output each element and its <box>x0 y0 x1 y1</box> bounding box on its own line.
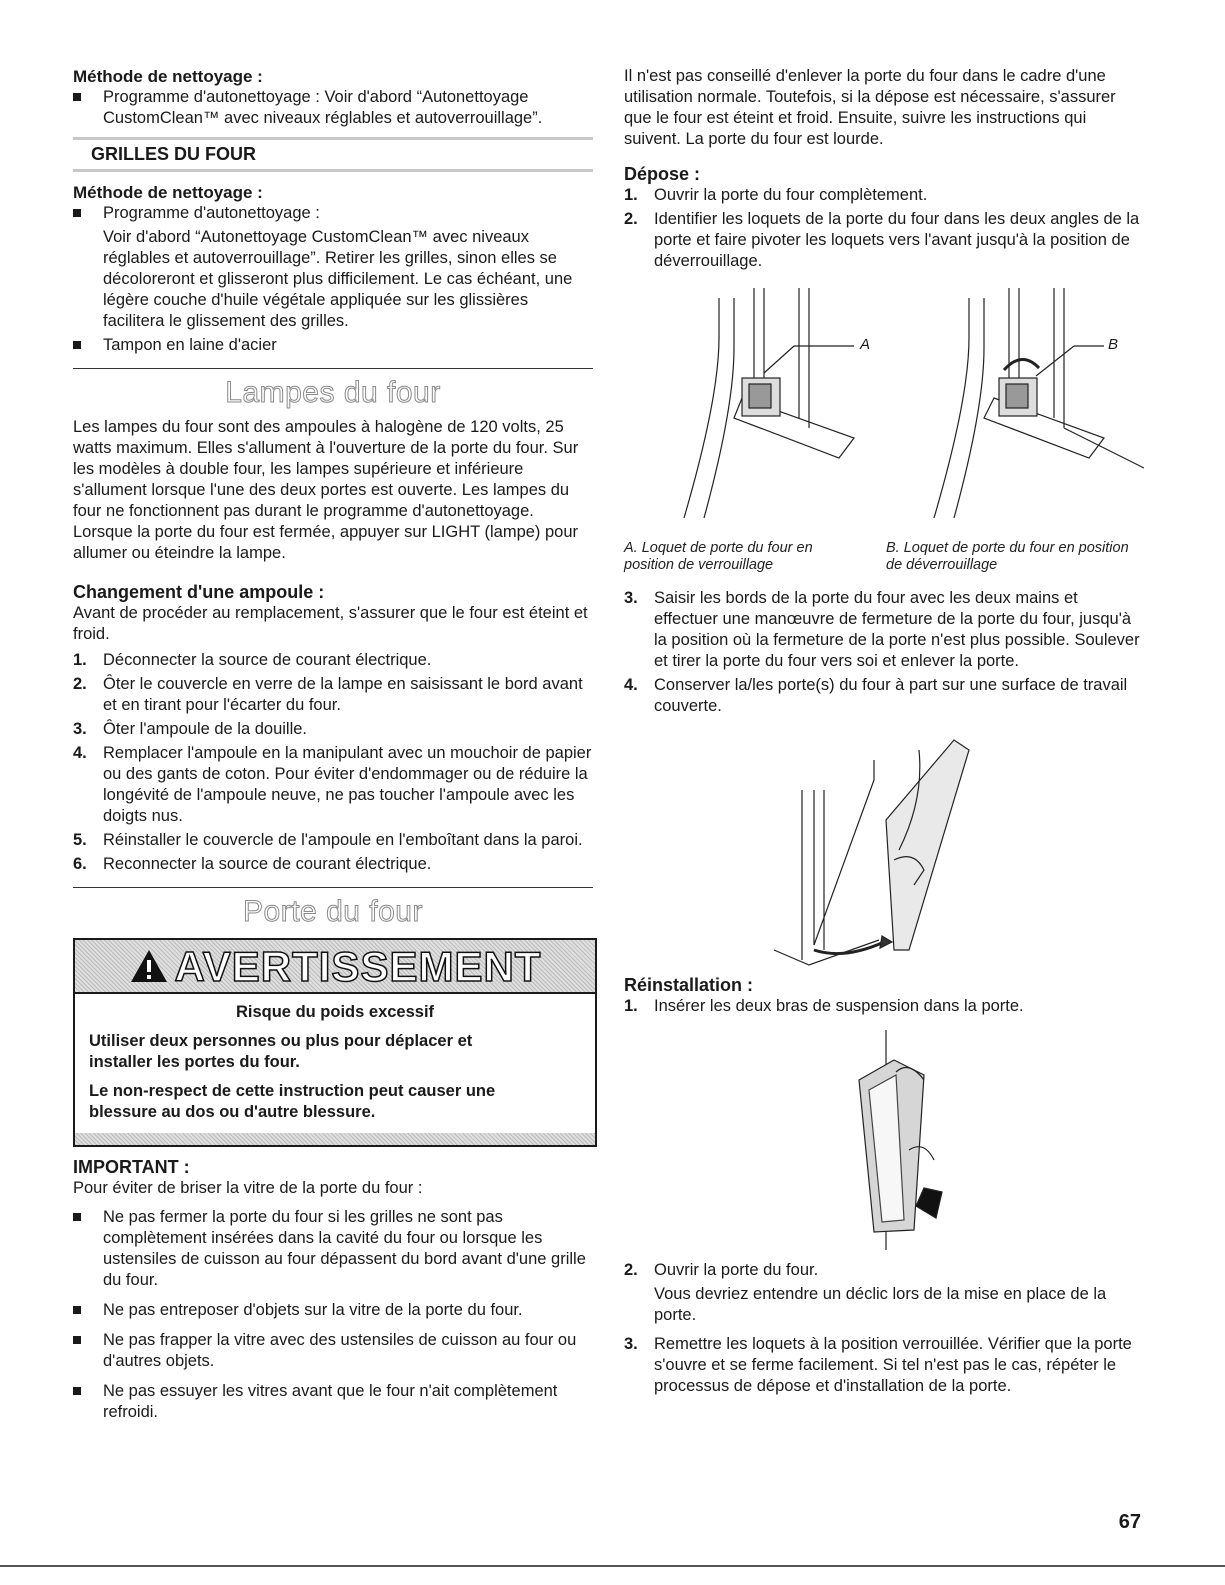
right-column <box>624 66 1144 1400</box>
list-item: 4. Remplacer l'ampoule en la manipulant avec un mouchoir de papier ou des gants de coton. Pour éviter d'endommager ou de réduire la longévité de l'ampoule neuve, ne pas toucher l'ampoule avec les doigts nus. <box>73 744 592 825</box>
method1-item: Programme d'autonettoyage : Voir d'abord “Autonettoyage CustomClean™ avec niveaux réglables et autoverrouillage”. <box>73 87 593 129</box>
left-column <box>73 66 593 1426</box>
divider <box>73 368 593 369</box>
door-hinge-illustration <box>624 1020 1144 1260</box>
warning-line-1: Utiliser deux personnes ou plus pour déplacer et installer les portes du four. <box>89 1032 473 1071</box>
latch-figure <box>624 278 1144 588</box>
important-intro: Pour éviter de briser la vitre de la porte du four : <box>73 1179 423 1197</box>
important-item: Ne pas essuyer les vitres avant que le four n'ait complètement refroidi. <box>73 1381 593 1423</box>
list-item: 3. Ôter l'ampoule de la douille. <box>73 720 308 738</box>
list-item: 4. Conserver la/les porte(s) du four à part sur une surface de travail couverte. <box>624 676 1128 715</box>
list-item: 5. Réinstaller le couvercle de l'ampoule en l'emboîtant dans la paroi. <box>73 831 583 849</box>
door-removal-illustration <box>624 720 1144 975</box>
warning-title: AVERTISSEMENT <box>174 942 542 990</box>
warning-footer <box>75 1133 595 1145</box>
list-item: 2. Ouvrir la porte du four. <box>624 1261 819 1279</box>
bulb-heading: Changement d'une ampoule : <box>73 582 325 602</box>
lamps-text: Les lampes du four sont des ampoules à halogène de 120 volts, 25 watts maximum. Elles s'allument à l'ouverture de la porte du four. Sur les modèles à double four, les lampes supérieure et inférieure s'allument lorsque l'une des deux portes est ouverte. Les lampes du four ne fonctionnent pas durant le programme d'autonettoyage. Lorsque la porte du four est fermée, appuyer sur LIGHT (lampe) pour allumer ou éteindre la lampe. <box>73 418 579 562</box>
bulb-steps <box>73 650 593 875</box>
door-removal-figure <box>624 720 1144 975</box>
caption-a: A. Loquet de porte du four en position de verrouillage <box>624 540 813 573</box>
warning-box <box>73 938 597 1147</box>
warning-triangle-icon <box>129 948 169 984</box>
list-item: 3. Saisir les bords de la porte du four avec les deux mains et effectuer une manœuvre de fermeture de la porte du four, jusqu'à la position où la fermeture de la porte n'est plus possible. Soulever et tirer la porte du four vers soi et enlever la porte. <box>624 589 1140 670</box>
list-item: 1. Ouvrir la porte du four complètement. <box>624 186 928 204</box>
method-heading-2: Méthode de nettoyage : <box>73 183 263 202</box>
page-bottom-line <box>0 1565 1225 1567</box>
method-heading-1: Méthode de nettoyage : <box>73 67 263 86</box>
list-item: 2. Identifier les loquets de la porte du four dans les deux angles de la porte et faire pivoter les loquets vers l'avant jusqu'à la position de déverrouillage. <box>624 210 1140 270</box>
important-item: Ne pas frapper la vitre avec des ustensiles de cuisson au four ou d'autres objets. <box>73 1330 593 1372</box>
section-grilles-heading: GRILLES DU FOUR <box>73 137 593 172</box>
caption-b: B. Loquet de porte du four en position de déverrouillage <box>886 540 1129 573</box>
list-item: 1. Insérer les deux bras de suspension dans la porte. <box>624 997 1024 1015</box>
list-item: 6. Reconnecter la source de courant électrique. <box>73 855 432 873</box>
figure-label-b: B <box>1108 336 1119 353</box>
warning-body <box>75 994 595 1133</box>
reinstall-heading: Réinstallation : <box>624 975 754 995</box>
warning-risk: Risque du poids excessif <box>235 1003 435 1021</box>
figure-label-a: A <box>860 336 871 353</box>
lamps-title: Lampes du four <box>225 376 441 409</box>
list-item: 1. Déconnecter la source de courant électrique. <box>73 651 432 669</box>
divider <box>73 887 593 888</box>
reinstall-step2-detail: Vous devriez entendre un déclic lors de la mise en place de la porte. <box>654 1285 1107 1324</box>
door-intro: Il n'est pas conseillé d'enlever la porte du four dans le cadre d'une utilisation normale. Toutefois, si la dépose est nécessaire, s'assurer que le four est éteint et froid. Ensuite, suivre les instructions qui suivent. La porte du four est lourde. <box>624 67 1116 148</box>
door-hinge-figure <box>624 1020 1144 1260</box>
list-item: 3. Remettre les loquets à la position verrouillée. Vérifier que la porte s'ouvre et se ferme facilement. Si tel n'est pas le cas, répéter le processus de dépose et d'installation de la porte. <box>624 1335 1132 1395</box>
warning-header <box>75 940 595 994</box>
depose-heading: Dépose : <box>624 164 701 184</box>
list-item: 2. Ôter le couvercle en verre de la lampe en saisissant le bord avant et en tirant pour l'écarter du four. <box>73 675 583 714</box>
method2-item-1: Programme d'autonettoyage : <box>73 203 593 224</box>
warning-line-2: Le non-respect de cette instruction peut causer une blessure au dos ou d'autre blessure. <box>89 1082 496 1121</box>
bulb-intro: Avant de procéder au remplacement, s'assurer que le four est éteint et froid. <box>73 604 588 643</box>
door-title: Porte du four <box>243 895 423 928</box>
page-number: 67 <box>1118 1511 1141 1533</box>
important-heading: IMPORTANT : <box>73 1157 190 1177</box>
important-item: Ne pas fermer la porte du four si les grilles ne sont pas complètement insérées dans la cavité du four ou lorsque les ustensiles de cuisson au four dépassent du bord avant d'une grille du four. <box>73 1207 593 1291</box>
latch-illustration <box>624 278 1144 528</box>
method2-item-1-detail: Voir d'abord “Autonettoyage CustomClean™ avec niveaux réglables et autoverrouillage”. Retirer les grilles, sinon elles se décoloreront et glisseront plus difficilement. Le cas échéant, une légère couche d'huile végétale appliquée sur les glissières facilitera le glissement des grilles. <box>103 228 573 330</box>
important-item: Ne pas entreposer d'objets sur la vitre de la porte du four. <box>73 1300 593 1321</box>
method2-item-2: Tampon en laine d'acier <box>73 335 593 356</box>
